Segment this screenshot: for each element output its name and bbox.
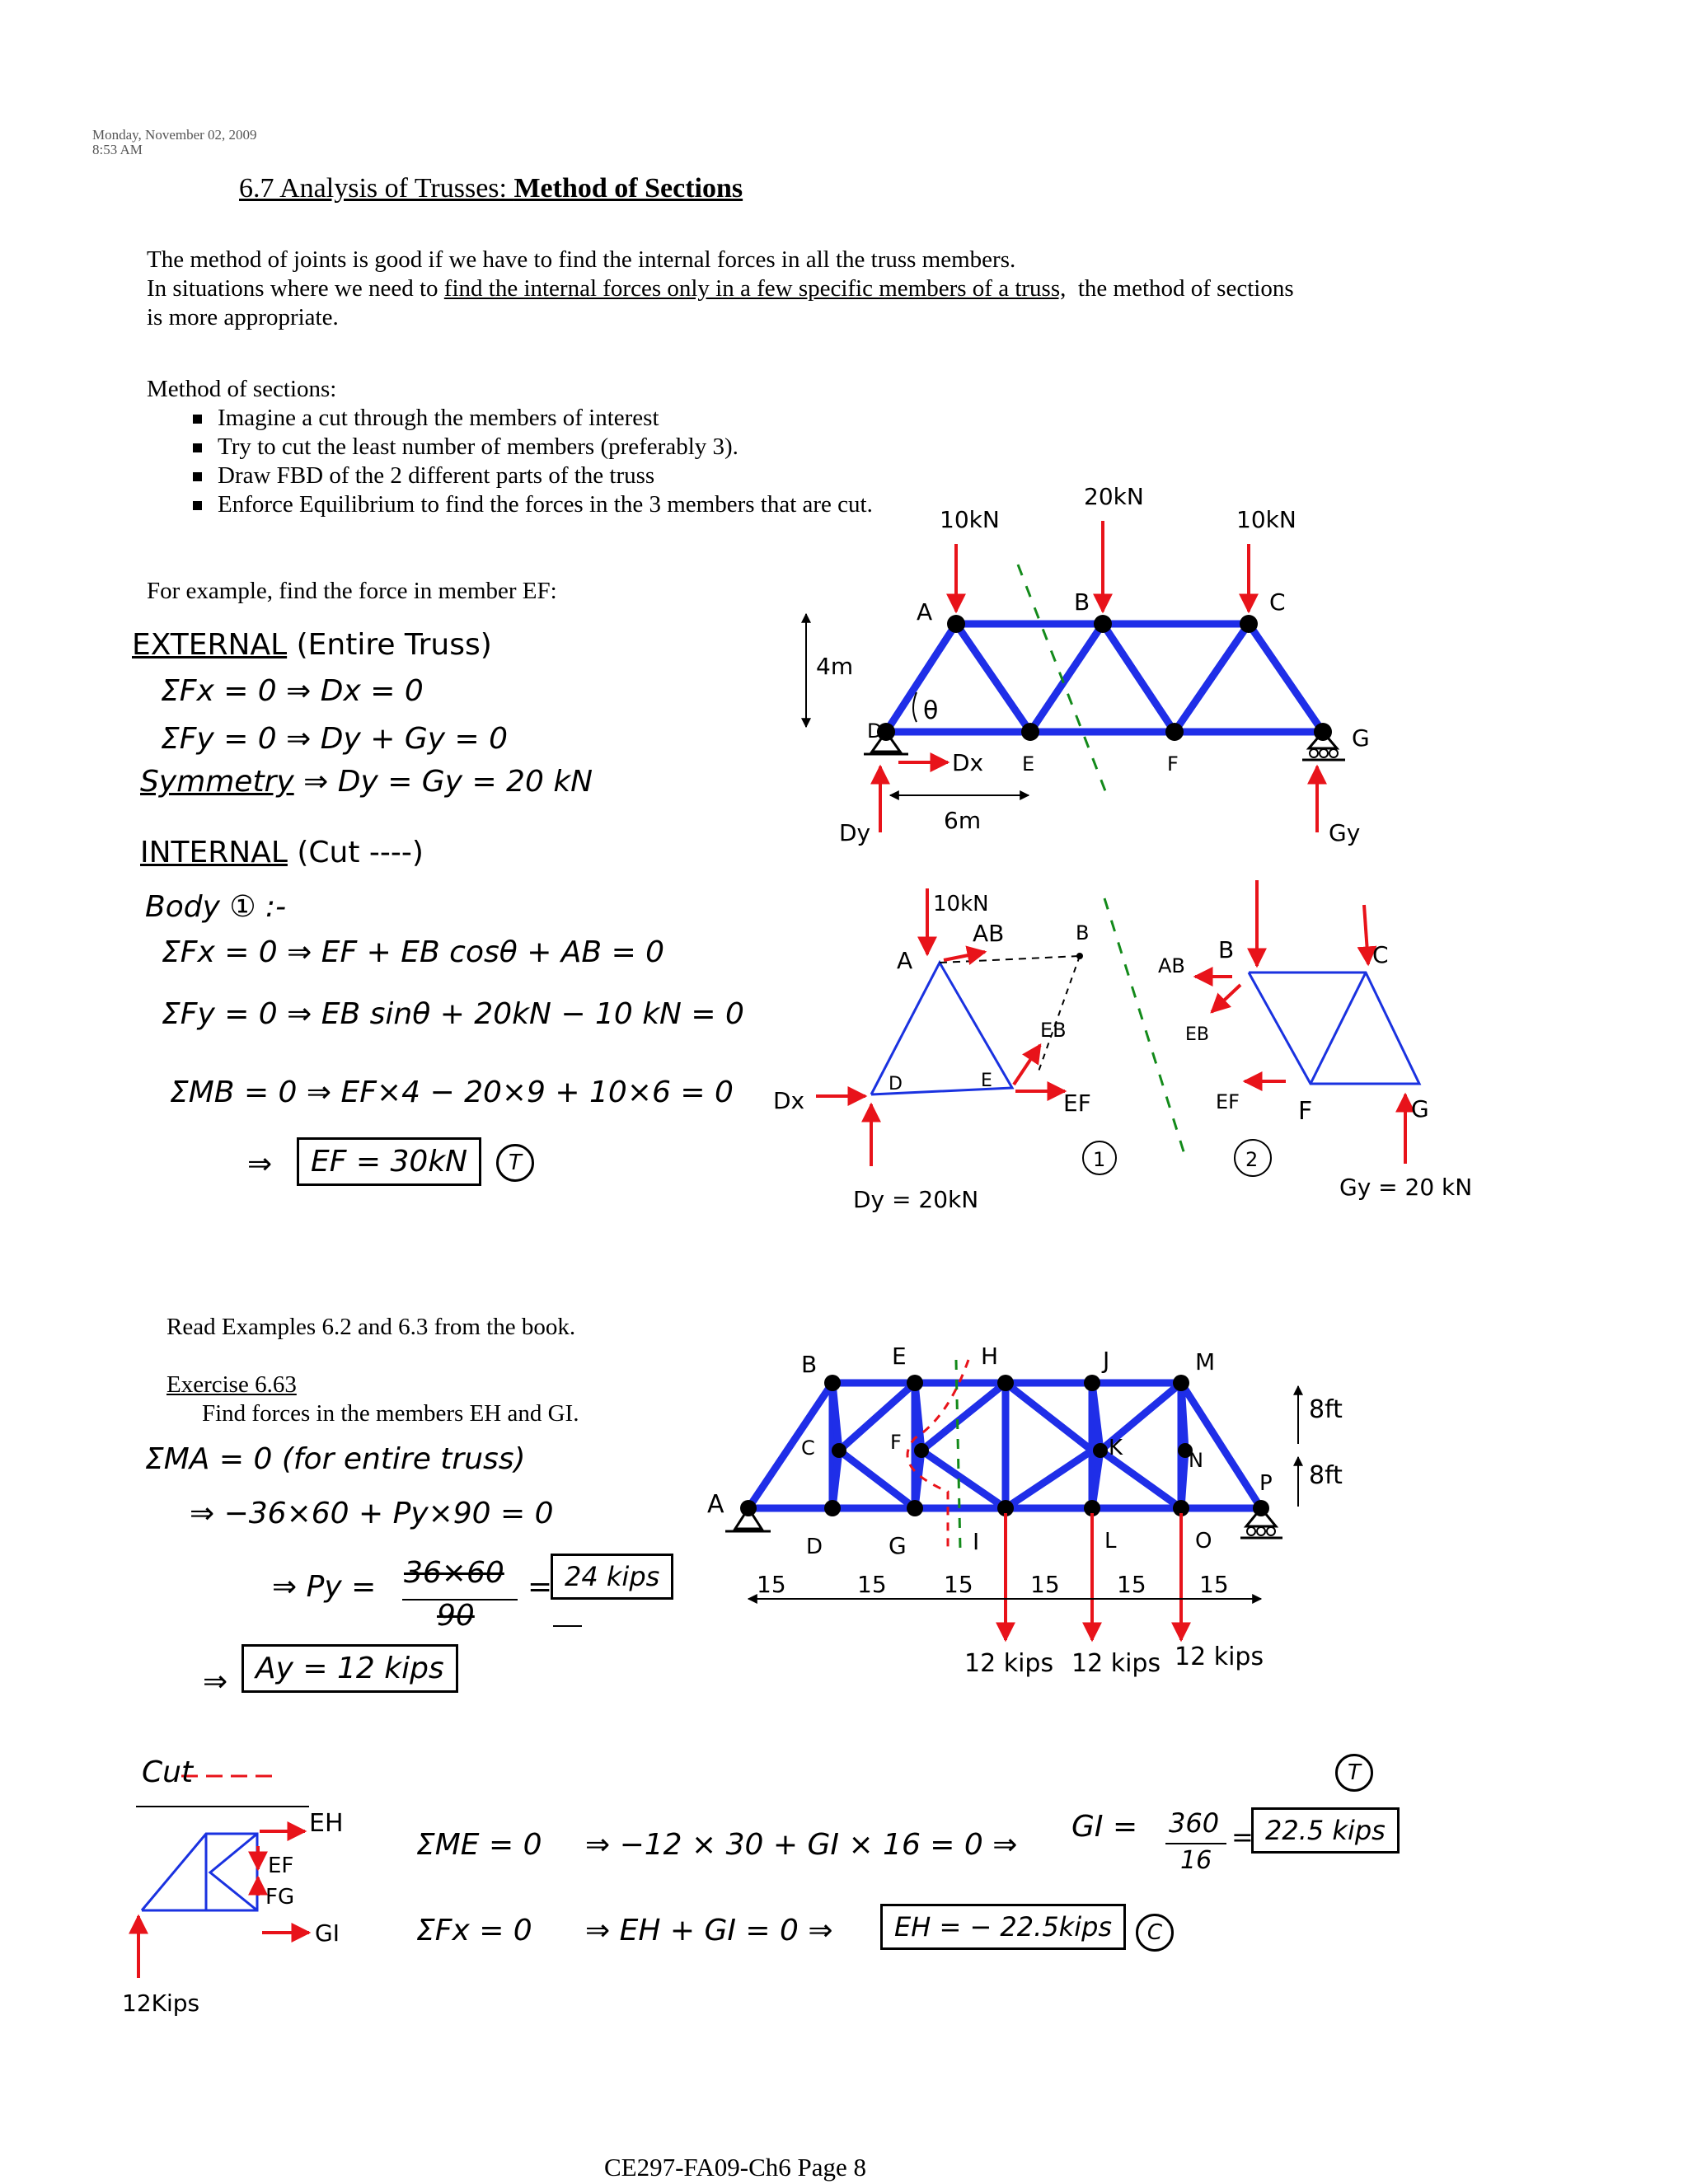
truss-2-spacing: 15: [757, 1571, 786, 1598]
gi-equals: =: [1231, 1821, 1254, 1853]
truss-2-label-b: B: [801, 1351, 818, 1378]
gi-fraction-denominator: 16: [1180, 1846, 1212, 1875]
fbd-1-label-e: E: [981, 1071, 992, 1091]
truss-1-node-a: A: [917, 598, 933, 626]
truss-1-span: 6m: [944, 807, 982, 834]
truss-2-label-e: E: [892, 1343, 907, 1370]
truss-2-spacing: 15: [944, 1571, 973, 1598]
gi-fraction-numerator: 360: [1169, 1807, 1220, 1839]
truss-1-height: 4m: [816, 653, 854, 680]
eq-sum-fx-exercise-body: ⇒ EH + GI = 0 ⇒: [585, 1914, 833, 1947]
truss-1-reaction-dx: Dx: [952, 749, 984, 776]
note-date: Monday, November 02, 2009: [92, 127, 257, 143]
fbd-1-tag: 1: [1093, 1148, 1106, 1171]
method-bullet: Draw FBD of the 2 different parts of the truss: [188, 462, 873, 490]
fbd-2-frame: [1249, 972, 1419, 1084]
intro-line-3: is more appropriate.: [147, 304, 339, 330]
intro-line-2-underlined: find the internal forces only in a few specific members of a truss,: [443, 275, 1067, 302]
eq-py-moment: ⇒ −36×60 + Py×90 = 0: [190, 1497, 554, 1530]
result-arrow: ⇒: [247, 1147, 273, 1181]
truss-1-load-a: 10kN: [940, 506, 1000, 533]
truss-1-load-b: 20kN: [1084, 483, 1144, 510]
truss-2-label-o: O: [1195, 1529, 1212, 1554]
page-footer: CE297-FA09-Ch6 Page 8: [604, 2153, 867, 2182]
gi-label: GI =: [1071, 1810, 1138, 1844]
py-fraction-numerator: 36×60: [404, 1556, 504, 1590]
truss-1-node-c: C: [1269, 588, 1286, 616]
fbd-1-force-ef: EF: [1063, 1090, 1091, 1117]
truss-2-load: 12 kips: [1071, 1649, 1161, 1678]
external-heading-note: (Entire Truss): [296, 628, 492, 662]
truss-2-spacing: 15: [1030, 1571, 1060, 1598]
truss-2-label-k: K: [1109, 1436, 1123, 1460]
gi-result-box: 22.5 kips: [1251, 1807, 1400, 1854]
fbd-2-label-b: B: [1218, 936, 1235, 963]
eq-sum-fx-internal: ΣFx = 0 ⇒ EF + EB cosθ + AB = 0: [162, 935, 665, 969]
py-result-box: 24 kips: [551, 1554, 673, 1600]
eh-result-box: EH = − 22.5kips: [880, 1904, 1126, 1950]
truss-1-node-b: B: [1074, 588, 1090, 616]
truss-2-height-top: 8ft: [1309, 1395, 1343, 1424]
method-bullet: Imagine a cut through the members of interest: [188, 404, 873, 433]
method-bullet: Try to cut the least number of members (preferably 3).: [188, 433, 873, 462]
fbd-2-reaction-label: G: [1411, 1095, 1429, 1122]
truss-2-label-g: G: [889, 1532, 907, 1559]
fbd-1-label-a: A: [897, 947, 913, 974]
py-fraction-denominator: 90: [437, 1599, 475, 1633]
external-heading-label: EXTERNAL: [132, 628, 288, 662]
eq-sum-me-body: ⇒ −12 × 30 + GI × 16 = 0 ⇒: [585, 1828, 1018, 1862]
truss-2-label-h: H: [981, 1343, 999, 1370]
body-1-label: Body ① :-: [145, 890, 287, 924]
eq-sum-me: ΣME = 0: [416, 1828, 542, 1862]
fbd-2-diagonal: [1311, 972, 1366, 1084]
note-time: 8:53 AM: [92, 142, 143, 157]
method-bullet: Enforce Equilibrium to find the forces in the 3 members that are cut.: [188, 490, 873, 519]
fbd-2-force-ab: AB: [1158, 954, 1185, 977]
fbd-2-force-ef: EF: [1216, 1090, 1240, 1113]
intro-line-2-pre: In situations where we need to: [147, 275, 444, 302]
truss-1-theta: θ: [923, 696, 939, 725]
eq-sum-fy-external: ΣFy = 0 ⇒ Dy + Gy = 0: [161, 722, 508, 756]
truss-2-height-bottom: 8ft: [1309, 1461, 1343, 1490]
ay-arrow: ⇒: [203, 1665, 228, 1699]
exercise-fbd-force-eh: EH: [309, 1809, 344, 1838]
truss-2-label-m: M: [1195, 1348, 1216, 1376]
eq-sum-ma: ΣMA = 0 (for entire truss): [145, 1442, 526, 1476]
fbd-1-reaction: Dy = 20kN: [853, 1186, 979, 1213]
truss-1-web: [886, 624, 1323, 732]
fbd-1-label-b: B: [1076, 921, 1090, 944]
intro-line-2-post: the method of sections: [1066, 275, 1294, 302]
fbd-1-label-d: D: [889, 1074, 903, 1094]
exercise-fbd: [142, 1834, 257, 1910]
fbd-2-tag: 2: [1245, 1148, 1259, 1171]
truss-2-label-j: J: [1103, 1347, 1110, 1374]
fbd-1-load: 10kN: [933, 892, 989, 916]
ay-result-box: Ay = 12 kips: [241, 1644, 458, 1693]
py-equals: =: [528, 1570, 553, 1604]
fbd-2-label-f: F: [1298, 1097, 1313, 1126]
exercise-heading: Exercise 6.63: [166, 1371, 297, 1398]
symmetry-equation: ⇒ Dy = Gy = 20 kN: [303, 765, 593, 799]
truss-1-node-e: E: [1022, 752, 1035, 776]
eq-py-solve: ⇒ Py =: [272, 1570, 377, 1604]
symmetry-label: Symmetry: [140, 765, 294, 799]
truss-2-spacing: 15: [1117, 1571, 1146, 1598]
truss-2-label-n: N: [1189, 1449, 1203, 1472]
exercise-fbd-force-fg: FG: [265, 1885, 295, 1910]
ef-result-box: EF = 30kN: [297, 1137, 481, 1186]
truss-2-label-l: L: [1104, 1529, 1117, 1554]
example-prompt: For example, find the force in member EF:: [147, 578, 557, 604]
fbd-2-force-eb: EB: [1185, 1024, 1209, 1045]
eq-sum-mb: ΣMB = 0 ⇒ EF×4 − 20×9 + 10×6 = 0: [170, 1076, 734, 1109]
truss-2-label-a: A: [707, 1490, 724, 1519]
truss-2-label-d: D: [806, 1535, 823, 1559]
title-prefix: 6.7 Analysis of Trusses:: [239, 173, 514, 204]
exercise-fbd-reaction: 12Kips: [122, 1990, 200, 2017]
truss-2-spacing: 15: [857, 1571, 887, 1598]
cut-label: Cut: [142, 1755, 194, 1789]
eq-sum-fx-exercise: ΣFx = 0: [416, 1914, 532, 1947]
truss-2-load: 12 kips: [964, 1649, 1054, 1678]
truss-2-label-p: P: [1259, 1471, 1273, 1496]
method-heading: Method of sections:: [147, 376, 337, 402]
intro-line-1: The method of joints is good if we have to find the internal forces in all the truss members.: [147, 246, 1016, 273]
truss-1-reaction-dy: Dy: [839, 819, 871, 846]
truss-1-node-d: D: [867, 719, 883, 743]
exercise-fbd-force-ef: EF: [268, 1854, 294, 1878]
truss-1-load-c: 10kN: [1236, 506, 1296, 533]
read-examples-note: Read Examples 6.2 and 6.3 from the book.: [166, 1314, 576, 1340]
py-fraction-bar: [402, 1599, 518, 1601]
truss-2-label-f: F: [890, 1431, 902, 1454]
truss-2-label-i: I: [973, 1528, 980, 1555]
gi-fraction-bar: [1165, 1843, 1226, 1844]
fbd-2-label-c: C: [1372, 941, 1389, 968]
truss-2-label-c: C: [801, 1436, 815, 1460]
tension-tag: T: [496, 1144, 534, 1182]
eh-compression-tag: C: [1136, 1914, 1174, 1952]
truss-1-reaction-gy: Gy: [1329, 819, 1361, 846]
fbd-2-reaction: Gy = 20 kN: [1339, 1174, 1473, 1201]
exercise-task: Find forces in the members EH and GI.: [202, 1400, 579, 1427]
truss-1: [886, 624, 1323, 732]
internal-heading-label: INTERNAL: [140, 836, 288, 869]
internal-heading-note: (Cut ----): [297, 836, 424, 869]
truss-2-spacing: 15: [1199, 1571, 1229, 1598]
title-bold: Method of Sections: [513, 173, 743, 204]
truss-1-node-g: G: [1352, 724, 1370, 752]
gi-tension-tag: T: [1335, 1754, 1373, 1792]
eq-sum-fx-external: ΣFx = 0 ⇒ Dx = 0: [161, 674, 424, 708]
exercise-fbd-force-gi: GI: [315, 1919, 340, 1947]
truss-2-load: 12 kips: [1175, 1643, 1264, 1671]
eq-sum-fy-internal: ΣFy = 0 ⇒ EB sinθ + 20kN − 10 kN = 0: [162, 997, 744, 1031]
truss-1-node-f: F: [1167, 752, 1179, 776]
fbd-1-force-ab: AB: [973, 920, 1005, 947]
fbd-1-force-dx: Dx: [773, 1087, 805, 1114]
fbd-1-force-eb: EB: [1040, 1019, 1067, 1042]
